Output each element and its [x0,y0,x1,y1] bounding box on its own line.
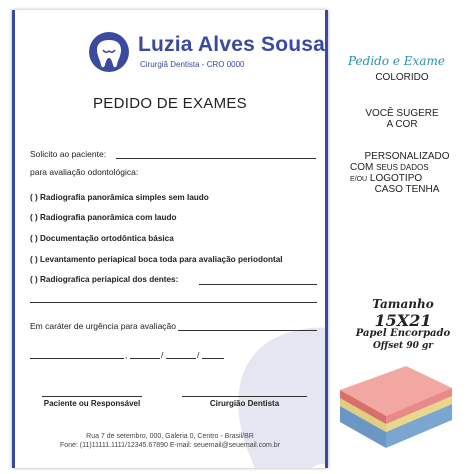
footer-contact: Fone: (11)11111.1111/12345.67890 E-mail: seuemail@seuemail.com.br [59,442,281,449]
patient-field[interactable] [116,158,316,159]
exam-option[interactable]: ( ) Radiografia panorâmica simples sem laudo [30,193,209,202]
doctor-name: Luzia Alves Sousa [138,33,326,56]
urgency-field[interactable] [178,330,317,331]
patient-label: Solicito ao paciente: [30,149,107,159]
patient-signature-line[interactable] [42,396,142,397]
logotipo-line [350,173,470,184]
date-separator: / [197,350,200,360]
tooth-logo-icon [87,30,131,74]
product-script-title: Pedido e Exame [348,54,445,68]
sugere-line-1: VOCÊ SUGERE [365,108,439,119]
urgency-label: Em caráter de urgência para avaliação [30,321,176,331]
com-label: COM [350,162,374,173]
exam-option[interactable]: ( ) Radiografica periapical dos dentes: [30,275,179,284]
eou-label: E/OU [350,176,368,183]
date-comma: , [125,350,128,360]
form-header [12,30,328,80]
dentist-signature-line[interactable] [182,396,307,397]
footer-address: Rua 7 de setembro, 000, Galeria 0, Centro - Brasil/BR [86,433,254,440]
seus-dados-line [350,162,470,173]
evaluation-label: para avaliação odontológica: [30,167,139,177]
teeth-field[interactable] [199,284,317,285]
exam-option[interactable]: ( ) Levantamento periapical boca toda para avaliação periodontal [30,255,283,264]
doctor-subtitle: Cirurgiã Dentista - CRO 0000 [140,60,245,69]
day-field[interactable] [130,358,160,359]
paper-weight: Offset 90 gr [372,341,434,351]
personalizado-label: PERSONALIZADO [364,151,450,162]
form-title: PEDIDO DE EXAMES [92,95,247,112]
patient-signature-label: Paciente ou Responsável [43,399,141,408]
exam-option[interactable]: ( ) Radiografia panorâmica com laudo [30,213,177,222]
dentist-signature-label: Cirurgião Dentista [209,399,280,408]
seus-dados-label: SEUS DADOS [376,163,429,172]
year-field[interactable] [202,358,224,359]
size-value: 15X21 [374,311,432,330]
sugere-line-2: A COR [386,119,418,130]
colorido-label: COLORIDO [375,72,429,83]
exam-option[interactable]: ( ) Documentação ortodôntica básica [30,234,174,243]
paper-stack-icon [336,366,456,456]
exam-request-form [12,10,328,468]
month-field[interactable] [166,358,196,359]
tamanho-label: Tamanho [372,297,434,311]
logotipo-label: LOGOTIPO [369,173,423,184]
place-field[interactable] [30,358,124,359]
caso-tenha-label: CASO TENHA [374,184,440,195]
extra-line[interactable] [30,302,317,303]
paper-type: Papel Encorpado [355,328,451,339]
date-separator: / [161,350,164,360]
